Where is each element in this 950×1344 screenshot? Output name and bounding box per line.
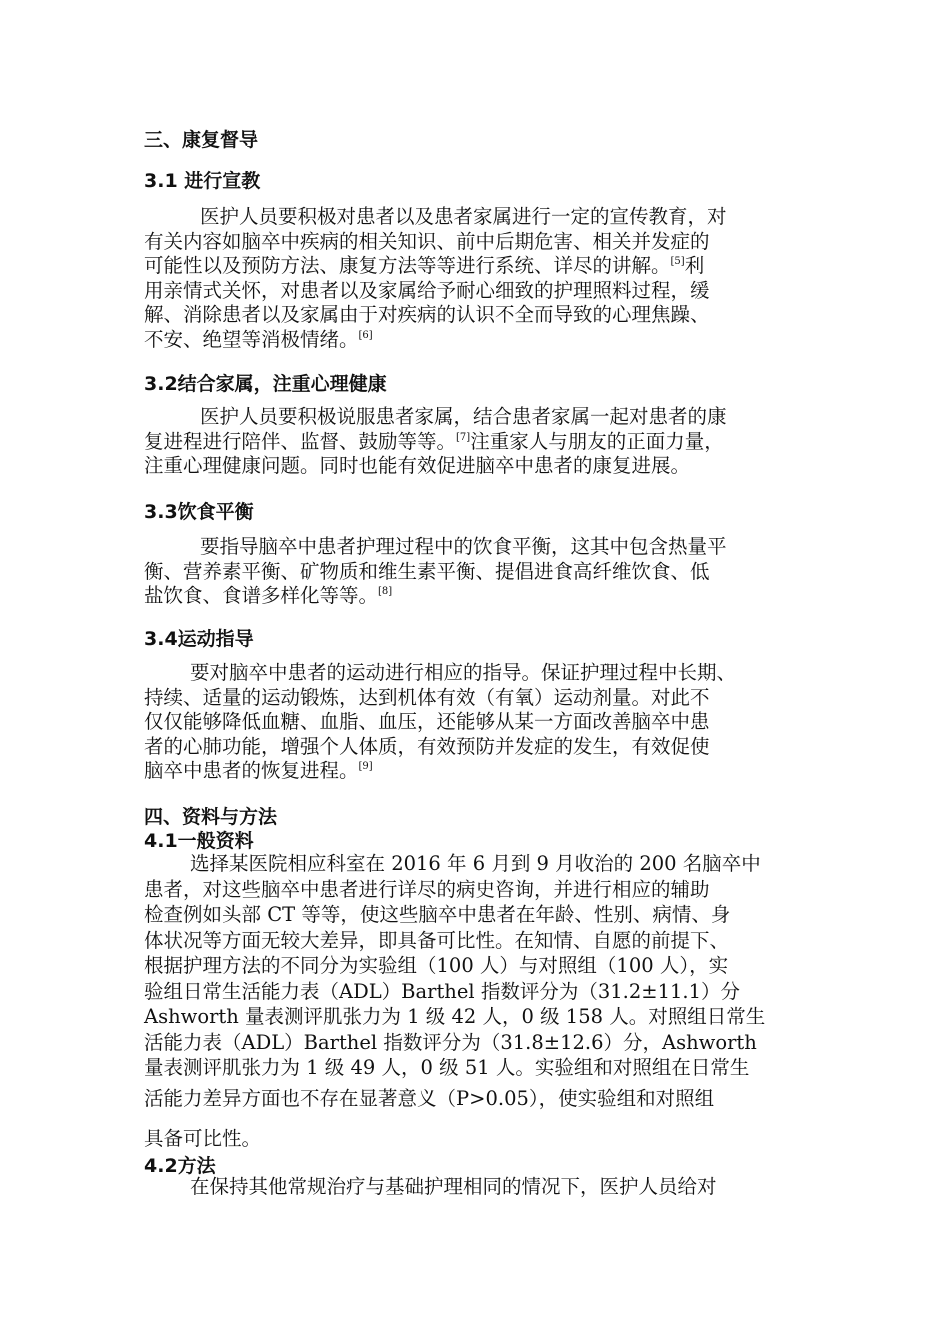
text-line: 检查例如头部 CT 等等，使这些脑卒中患者在年龄、性别、病情、身 [144, 903, 731, 926]
text-line: 者的心肺功能，增强个人体质，有效预防并发症的发生，有效促使 [144, 734, 710, 758]
text-line: 活能力差异方面也不存在显著意义（P>0.05），使实验组和对照组 [144, 1087, 715, 1110]
text-line: 要对脑卒中患者的运动进行相应的指导。保证护理过程中长期、 [190, 661, 737, 684]
text-line: 注重家人与朋友的正面力量， [470, 429, 724, 453]
section-3-heading: 三、康复督导 [144, 129, 259, 151]
subsection-3-4-heading: 3.4运动指导 [144, 628, 254, 650]
text-line: 有关内容如脑卒中疾病的相关知识、前中后期危害、相关并发症的 [144, 229, 710, 253]
citation-ref: [8] [378, 586, 393, 597]
text-line: 用亲情式关怀，对患者以及家属给予耐心细致的护理照料过程，缓 [144, 278, 710, 302]
text-line: 解、消除患者以及家属由于对疾病的认识不全而导致的心理焦躁、 [144, 303, 710, 326]
subsection-3-1-heading: 3.1 进行宣教 [144, 170, 261, 192]
text-line: 活能力表（ADL）Barthel 指数评分为（31.8±12.6）分，Ashworth [144, 1030, 757, 1054]
text-line: 在保持其他常规治疗与基础护理相同的情况下，医护人员给对 [190, 1175, 717, 1198]
text-line: 验组日常生活能力表（ADL）Barthel 指数评分为（31.2±11.1）分 [144, 979, 740, 1003]
paragraph-4-1 [144, 851, 824, 1081]
paragraph-3-2 [144, 405, 824, 479]
citation-ref: [7] [456, 431, 471, 443]
text-line: 根据护理方法的不同分为实验组（100 人）与对照组（100 人），实 [144, 954, 729, 977]
subsection-3-2-heading: 3.2结合家属，注重心理健康 [144, 373, 387, 395]
text-line: 不安、绝望等消极情绪。 [144, 327, 359, 351]
paragraph-4-1-end [144, 1127, 824, 1152]
text-line: 要指导脑卒中患者护理过程中的饮食平衡，这其中包含热量平 [200, 535, 727, 558]
subsection-3-3-heading: 3.3饮食平衡 [144, 501, 254, 523]
text-line: 具备可比性。 [144, 1127, 262, 1150]
text-line: 利 [684, 254, 705, 277]
text-line: 医护人员要积极对患者以及患者家属进行一定的宣传教育，对 [200, 205, 727, 228]
text-line: Ashworth 量表测评肌张力为 1 级 42 人，0 级 158 人。对照组日常生 [144, 1005, 766, 1028]
paragraph-3-1 [144, 205, 824, 352]
text-line: 复进程进行陪伴、监督、鼓励等等。 [144, 429, 457, 453]
text-line: 医护人员要积极说服患者家属，结合患者家属一起对患者的康 [200, 405, 727, 428]
text-line: 盐饮食、食谱多样化等等。 [144, 584, 379, 607]
paragraph-4-1-cont [144, 1087, 824, 1112]
text-line: 注重心理健康问题。同时也能有效促进脑卒中患者的康复进展。 [144, 454, 691, 477]
citation-ref: [6] [358, 329, 373, 341]
text-line: 患者，对这些脑卒中患者进行详尽的病史咨询，并进行相应的辅助 [144, 877, 710, 901]
subsection-4-1-heading: 4.1一般资料 [144, 830, 254, 852]
text-line: 量表测评肌张力为 1 级 49 人，0 级 51 人。实验组和对照组在日常生 [144, 1056, 750, 1079]
text-line: 脑卒中患者的恢复进程。 [144, 759, 359, 782]
text-line: 体状况等方面无较大差异，即具备可比性。在知情、自愿的前提下、 [144, 928, 730, 952]
subsection-4-2-heading: 4.2方法 [144, 1155, 216, 1177]
paragraph-4-2 [144, 1175, 824, 1200]
text-line: 选择某医院相应科室在 2016 年 6 月到 9 月收治的 200 名脑卒中 [190, 852, 761, 875]
text-line: 仅仅能够降低血糖、血脂、血压，还能够从某一方面改善脑卒中患 [144, 710, 710, 733]
text-line: 衡、营养素平衡、矿物质和维生素平衡、提倡进食高纤维饮食、低 [144, 559, 710, 583]
text-line: 持续、适量的运动锻炼，达到机体有效（有氧）运动剂量。对此不 [144, 685, 710, 709]
citation-ref: [5] [670, 256, 685, 267]
text-line: 可能性以及预防方法、康复方法等等进行系统、详尽的讲解。 [144, 254, 671, 277]
paragraph-3-4 [144, 661, 824, 784]
citation-ref: [9] [358, 761, 373, 772]
paragraph-3-3 [144, 535, 824, 609]
section-4-heading: 四、资料与方法 [144, 806, 278, 828]
